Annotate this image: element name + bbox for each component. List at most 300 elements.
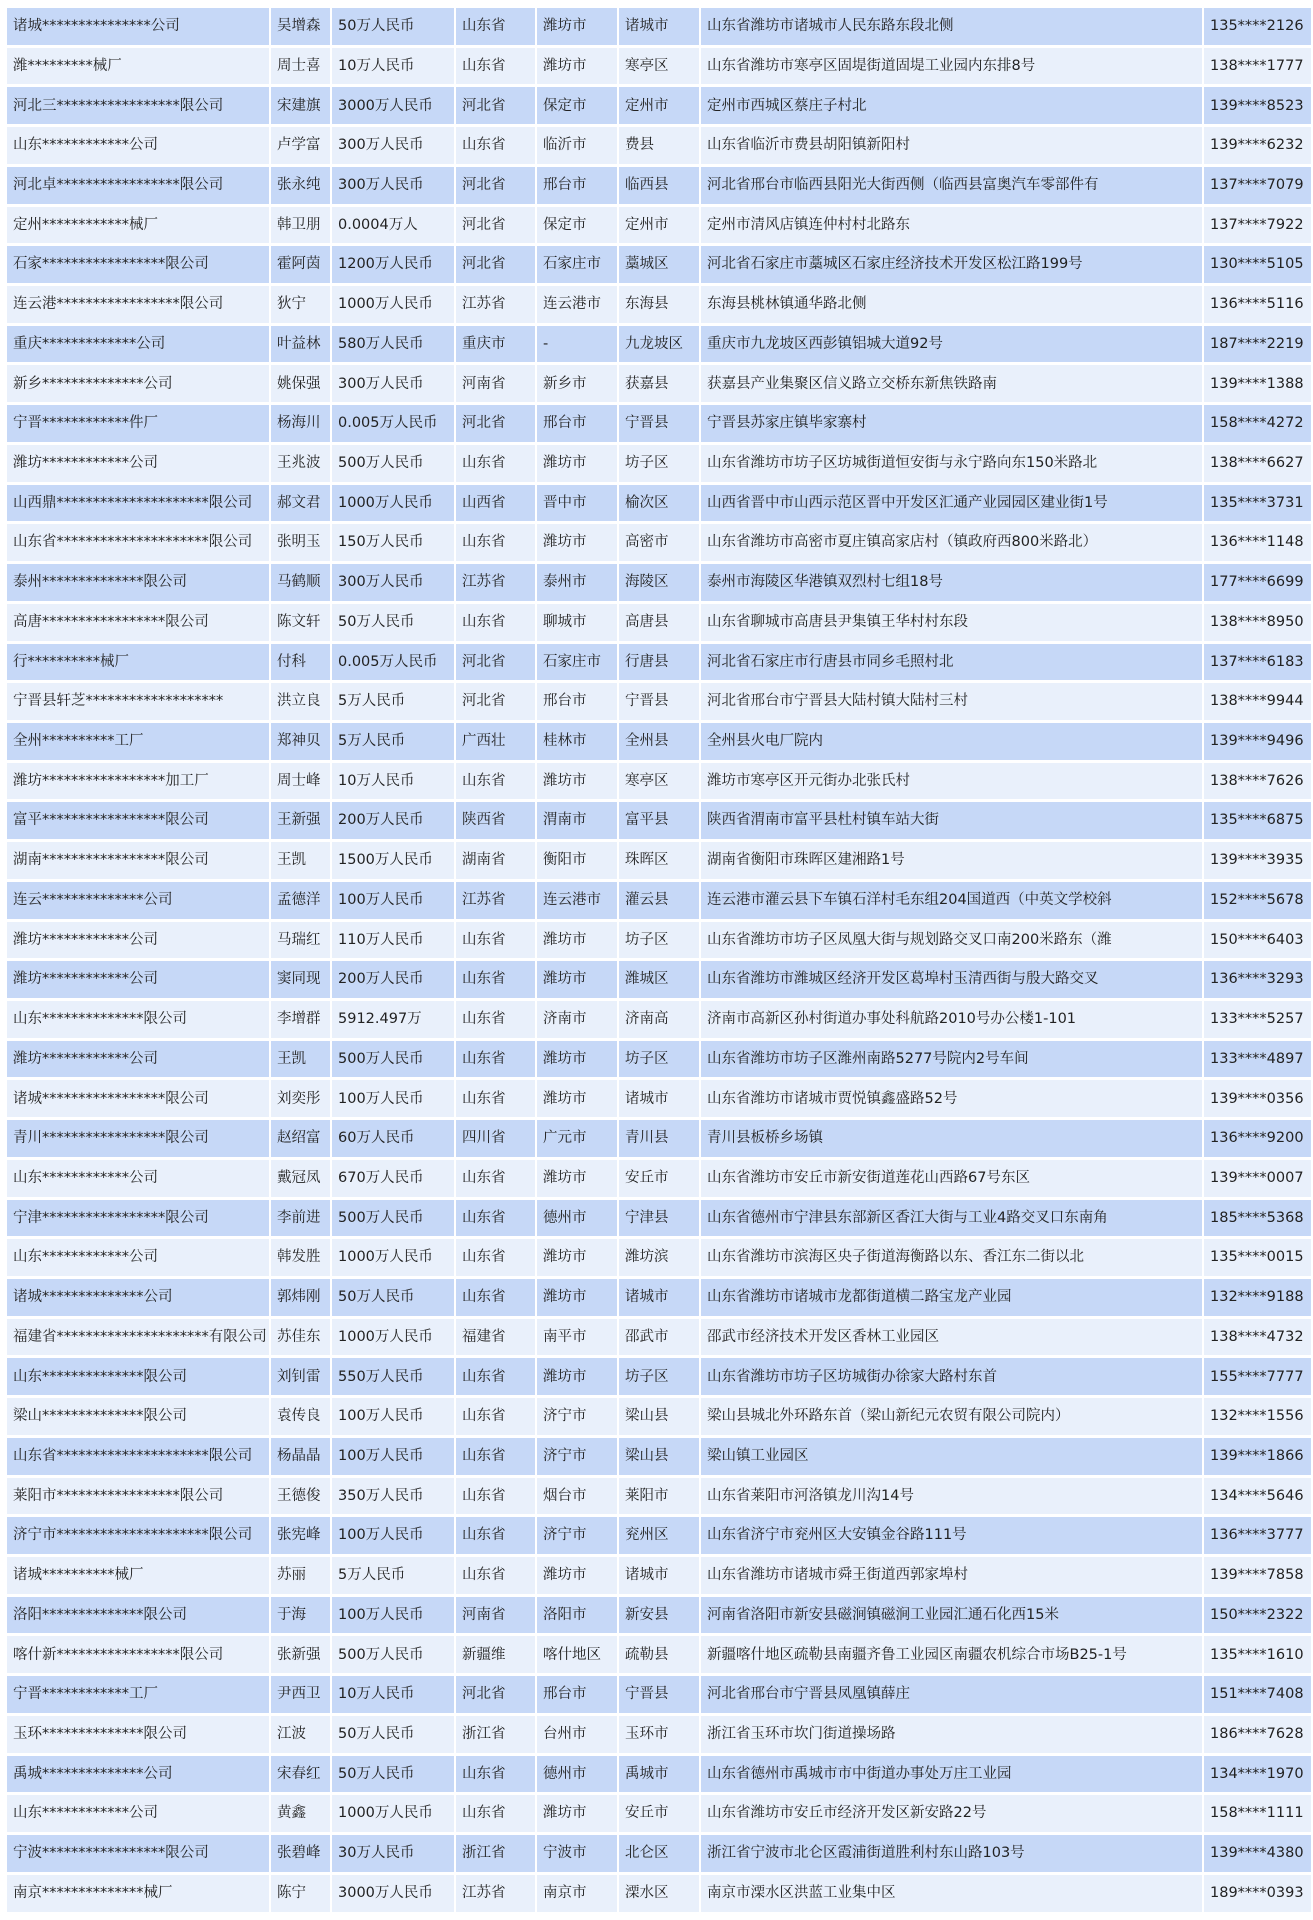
- cell-phone: 139****7858: [1204, 1557, 1311, 1594]
- cell-city: 潍坊市: [537, 1239, 617, 1276]
- table-row: [7, 763, 1311, 800]
- cell-address: 河北省邢台市宁晋县大陆村镇大陆村三村: [701, 683, 1202, 720]
- cell-province: 山东省: [456, 1398, 535, 1435]
- cell-company: 山东************公司: [7, 127, 269, 164]
- cell-city: 广元市: [537, 1120, 617, 1157]
- cell-person: 苏佳东: [271, 1319, 330, 1356]
- cell-capital: 100万人民币: [332, 1398, 454, 1435]
- cell-company: 诸城**************公司: [7, 1279, 269, 1316]
- cell-province: 湖南省: [456, 842, 535, 879]
- cell-district: 宁津县: [619, 1200, 699, 1237]
- cell-district: 诸城市: [619, 1080, 699, 1117]
- table-row: [7, 564, 1311, 601]
- cell-phone: 137****6183: [1204, 644, 1311, 681]
- cell-city: 石家庄市: [537, 246, 617, 283]
- cell-capital: 1000万人民币: [332, 1239, 454, 1276]
- cell-province: 江苏省: [456, 564, 535, 601]
- cell-province: 江苏省: [456, 882, 535, 919]
- cell-phone: 138****4732: [1204, 1319, 1311, 1356]
- cell-district: 溧水区: [619, 1875, 699, 1912]
- cell-person: 黄鑫: [271, 1795, 330, 1832]
- table-row: [7, 1041, 1311, 1078]
- cell-company: 河北三*****************限公司: [7, 87, 269, 124]
- cell-person: 刘奕彤: [271, 1080, 330, 1117]
- cell-capital: 1500万人民币: [332, 842, 454, 879]
- cell-city: 潍坊市: [537, 445, 617, 482]
- cell-company: 山东************公司: [7, 1239, 269, 1276]
- cell-company: 潍坊*****************加工厂: [7, 763, 269, 800]
- cell-province: 广西壮: [456, 723, 535, 760]
- cell-province: 浙江省: [456, 1716, 535, 1753]
- table-row: [7, 365, 1311, 402]
- cell-city: 保定市: [537, 87, 617, 124]
- table-row: [7, 683, 1311, 720]
- cell-province: 山东省: [456, 1239, 535, 1276]
- table-row: [7, 1200, 1311, 1237]
- cell-city: 晋中市: [537, 485, 617, 522]
- cell-district: 珠晖区: [619, 842, 699, 879]
- cell-person: 王新强: [271, 802, 330, 839]
- cell-address: 山东省潍坊市诸城市人民东路东段北侧: [701, 8, 1202, 45]
- cell-company: 福建省*********************有限公司: [7, 1319, 269, 1356]
- cell-phone: 139****4380: [1204, 1835, 1311, 1872]
- cell-city: 南京市: [537, 1875, 617, 1912]
- cell-capital: 200万人民币: [332, 961, 454, 998]
- cell-city: 保定市: [537, 207, 617, 244]
- cell-district: 榆次区: [619, 485, 699, 522]
- cell-person: 张碧峰: [271, 1835, 330, 1872]
- cell-capital: 100万人民币: [332, 1080, 454, 1117]
- cell-address: 山东省临沂市费县胡阳镇新阳村: [701, 127, 1202, 164]
- cell-district: 富平县: [619, 802, 699, 839]
- cell-company: 连云**************公司: [7, 882, 269, 919]
- cell-person: 马瑞红: [271, 922, 330, 959]
- cell-address: 山东省潍坊市诸城市舜王街道西郭家埠村: [701, 1557, 1202, 1594]
- cell-province: 山东省: [456, 1478, 535, 1515]
- cell-company: 梁山**************限公司: [7, 1398, 269, 1435]
- cell-district: 北仑区: [619, 1835, 699, 1872]
- cell-city: 德州市: [537, 1200, 617, 1237]
- cell-phone: 139****0007: [1204, 1160, 1311, 1197]
- cell-province: 山东省: [456, 48, 535, 85]
- cell-address: 山东省潍坊市诸城市贾悦镇鑫盛路52号: [701, 1080, 1202, 1117]
- table-row: [7, 1120, 1311, 1157]
- table-row: [7, 1597, 1311, 1634]
- cell-province: 四川省: [456, 1120, 535, 1157]
- cell-phone: 151****7408: [1204, 1676, 1311, 1713]
- cell-address: 浙江省玉环市坎门街道操场路: [701, 1716, 1202, 1753]
- cell-phone: 138****9944: [1204, 683, 1311, 720]
- cell-person: 张明玉: [271, 524, 330, 561]
- cell-person: 张新强: [271, 1636, 330, 1673]
- cell-address: 湖南省衡阳市珠晖区建湘路1号: [701, 842, 1202, 879]
- cell-province: 山东省: [456, 1557, 535, 1594]
- cell-address: 新疆喀什地区疏勒县南疆齐鲁工业园区南疆农机综合市场B25-1号: [701, 1636, 1202, 1673]
- cell-company: 南京**************械厂: [7, 1875, 269, 1912]
- company-table: [5, 5, 1313, 1915]
- cell-address: 河北省邢台市临西县阳光大街西侧（临西县富奥汽车零部件有: [701, 167, 1202, 204]
- table-row: [7, 48, 1311, 85]
- cell-capital: 500万人民币: [332, 445, 454, 482]
- table-row: [7, 1636, 1311, 1673]
- cell-person: 杨晶晶: [271, 1438, 330, 1475]
- cell-district: 潍城区: [619, 961, 699, 998]
- cell-phone: 138****1777: [1204, 48, 1311, 85]
- cell-phone: 186****7628: [1204, 1716, 1311, 1753]
- cell-company: 山东**************限公司: [7, 1358, 269, 1395]
- cell-company: 重庆*************公司: [7, 326, 269, 363]
- cell-city: 济南市: [537, 1001, 617, 1038]
- cell-person: 郝文君: [271, 485, 330, 522]
- cell-company: 诸城**********械厂: [7, 1557, 269, 1594]
- cell-person: 宋春红: [271, 1756, 330, 1793]
- cell-company: 宁晋县轩芝*******************: [7, 683, 269, 720]
- table-row: [7, 405, 1311, 442]
- cell-district: 坊子区: [619, 1358, 699, 1395]
- cell-phone: 138****8950: [1204, 604, 1311, 641]
- cell-district: 宁晋县: [619, 405, 699, 442]
- cell-city: 喀什地区: [537, 1636, 617, 1673]
- cell-company: 高唐*****************限公司: [7, 604, 269, 641]
- cell-person: 吴增森: [271, 8, 330, 45]
- cell-city: 潍坊市: [537, 1080, 617, 1117]
- cell-company: 山东************公司: [7, 1795, 269, 1832]
- cell-phone: 138****7626: [1204, 763, 1311, 800]
- cell-province: 河北省: [456, 246, 535, 283]
- cell-city: 邢台市: [537, 1676, 617, 1713]
- cell-capital: 150万人民币: [332, 524, 454, 561]
- cell-phone: 152****5678: [1204, 882, 1311, 919]
- table-row: [7, 1517, 1311, 1554]
- cell-company: 行**********械厂: [7, 644, 269, 681]
- cell-phone: 136****1148: [1204, 524, 1311, 561]
- cell-capital: 580万人民币: [332, 326, 454, 363]
- cell-district: 坊子区: [619, 1041, 699, 1078]
- cell-province: 山东省: [456, 1795, 535, 1832]
- cell-capital: 100万人民币: [332, 882, 454, 919]
- cell-city: 潍坊市: [537, 961, 617, 998]
- cell-address: 青川县板桥乡场镇: [701, 1120, 1202, 1157]
- cell-city: 潍坊市: [537, 524, 617, 561]
- cell-company: 泰州**************限公司: [7, 564, 269, 601]
- cell-person: 陈宁: [271, 1875, 330, 1912]
- cell-capital: 200万人民币: [332, 802, 454, 839]
- table-row: [7, 524, 1311, 561]
- cell-city: 济宁市: [537, 1438, 617, 1475]
- cell-address: 宁晋县苏家庄镇毕家寨村: [701, 405, 1202, 442]
- cell-phone: 137****7922: [1204, 207, 1311, 244]
- cell-phone: 139****1866: [1204, 1438, 1311, 1475]
- cell-province: 山东省: [456, 1001, 535, 1038]
- cell-city: 泰州市: [537, 564, 617, 601]
- cell-capital: 300万人民币: [332, 365, 454, 402]
- cell-person: 孟德洋: [271, 882, 330, 919]
- cell-city: 邢台市: [537, 167, 617, 204]
- cell-capital: 5912.497万: [332, 1001, 454, 1038]
- cell-person: 杨海川: [271, 405, 330, 442]
- cell-province: 河南省: [456, 1597, 535, 1634]
- cell-province: 山东省: [456, 1041, 535, 1078]
- table-row: [7, 842, 1311, 879]
- cell-person: 于海: [271, 1597, 330, 1634]
- cell-company: 莱阳市*****************限公司: [7, 1478, 269, 1515]
- table-row: [7, 1160, 1311, 1197]
- cell-capital: 350万人民币: [332, 1478, 454, 1515]
- cell-city: 桂林市: [537, 723, 617, 760]
- cell-district: 新安县: [619, 1597, 699, 1634]
- cell-district: 兖州区: [619, 1517, 699, 1554]
- table-row: [7, 445, 1311, 482]
- cell-province: 河北省: [456, 167, 535, 204]
- cell-district: 全州县: [619, 723, 699, 760]
- cell-address: 山东省潍坊市诸城市龙都街道横二路宝龙产业园: [701, 1279, 1202, 1316]
- cell-province: 山东省: [456, 1080, 535, 1117]
- cell-city: 潍坊市: [537, 8, 617, 45]
- cell-address: 邵武市经济技术开发区香林工业园区: [701, 1319, 1202, 1356]
- cell-province: 山东省: [456, 1200, 535, 1237]
- cell-address: 东海县桃林镇通华路北侧: [701, 286, 1202, 323]
- table-row: [7, 87, 1311, 124]
- cell-city: 烟台市: [537, 1478, 617, 1515]
- cell-city: 潍坊市: [537, 763, 617, 800]
- cell-person: 马鹤顺: [271, 564, 330, 601]
- table-row: [7, 1676, 1311, 1713]
- cell-person: 王兆波: [271, 445, 330, 482]
- cell-capital: 0.005万人民币: [332, 644, 454, 681]
- cell-phone: 136****3777: [1204, 1517, 1311, 1554]
- cell-province: 山东省: [456, 8, 535, 45]
- table-row: [7, 1478, 1311, 1515]
- cell-district: 安丘市: [619, 1795, 699, 1832]
- cell-address: 山东省潍坊市安丘市经济开发区新安路22号: [701, 1795, 1202, 1832]
- cell-capital: 550万人民币: [332, 1358, 454, 1395]
- cell-address: 山东省莱阳市河洛镇龙川沟14号: [701, 1478, 1202, 1515]
- table-row: [7, 723, 1311, 760]
- cell-district: 寒亭区: [619, 763, 699, 800]
- cell-capital: 500万人民币: [332, 1200, 454, 1237]
- table-row: [7, 1398, 1311, 1435]
- table-row: [7, 1080, 1311, 1117]
- cell-phone: 135****2126: [1204, 8, 1311, 45]
- cell-district: 海陵区: [619, 564, 699, 601]
- cell-address: 河北省石家庄市藁城区石家庄经济技术开发区松江路199号: [701, 246, 1202, 283]
- cell-city: 德州市: [537, 1756, 617, 1793]
- cell-company: 山西鼎*********************限公司: [7, 485, 269, 522]
- cell-phone: 189****0393: [1204, 1875, 1311, 1912]
- cell-company: 诸城***************公司: [7, 8, 269, 45]
- cell-capital: 10万人民币: [332, 1676, 454, 1713]
- cell-city: 潍坊市: [537, 1041, 617, 1078]
- cell-capital: 50万人民币: [332, 1756, 454, 1793]
- cell-city: 潍坊市: [537, 1358, 617, 1395]
- cell-city: -: [537, 326, 617, 363]
- table-row: [7, 1239, 1311, 1276]
- cell-capital: 1000万人民币: [332, 1795, 454, 1832]
- cell-district: 费县: [619, 127, 699, 164]
- cell-person: 郑神贝: [271, 723, 330, 760]
- cell-capital: 5万人民币: [332, 723, 454, 760]
- cell-address: 陕西省渭南市富平县杜村镇车站大街: [701, 802, 1202, 839]
- cell-person: 宋建旗: [271, 87, 330, 124]
- cell-person: 袁传良: [271, 1398, 330, 1435]
- cell-address: 河北省石家庄市行唐县市同乡毛照村北: [701, 644, 1202, 681]
- table-row: [7, 1279, 1311, 1316]
- cell-district: 获嘉县: [619, 365, 699, 402]
- cell-person: 苏丽: [271, 1557, 330, 1594]
- cell-address: 泰州市海陵区华港镇双烈村七组18号: [701, 564, 1202, 601]
- table-row: [7, 1795, 1311, 1832]
- cell-address: 山东省潍坊市坊子区坊城街办徐家大路村东首: [701, 1358, 1202, 1395]
- cell-capital: 300万人民币: [332, 564, 454, 601]
- cell-person: 郭炜刚: [271, 1279, 330, 1316]
- cell-district: 玉环市: [619, 1716, 699, 1753]
- table-body: [7, 8, 1311, 1912]
- table-row: [7, 1319, 1311, 1356]
- cell-address: 南京市溧水区洪蓝工业集中区: [701, 1875, 1202, 1912]
- cell-company: 宁波*****************限公司: [7, 1835, 269, 1872]
- cell-person: 尹西卫: [271, 1676, 330, 1713]
- cell-province: 山东省: [456, 524, 535, 561]
- cell-person: 张永纯: [271, 167, 330, 204]
- cell-province: 山东省: [456, 763, 535, 800]
- cell-capital: 5万人民币: [332, 1557, 454, 1594]
- table-row: [7, 326, 1311, 363]
- cell-city: 连云港市: [537, 286, 617, 323]
- cell-person: 卢学富: [271, 127, 330, 164]
- cell-capital: 3000万人民币: [332, 87, 454, 124]
- cell-district: 济南高: [619, 1001, 699, 1038]
- cell-address: 山西省晋中市山西示范区晋中开发区汇通产业园园区建业街1号: [701, 485, 1202, 522]
- cell-address: 重庆市九龙坡区西彭镇铝城大道92号: [701, 326, 1202, 363]
- table-row: [7, 802, 1311, 839]
- cell-capital: 5万人民币: [332, 683, 454, 720]
- cell-province: 陕西省: [456, 802, 535, 839]
- cell-city: 渭南市: [537, 802, 617, 839]
- table-row: [7, 882, 1311, 919]
- cell-capital: 670万人民币: [332, 1160, 454, 1197]
- cell-district: 寒亭区: [619, 48, 699, 85]
- cell-company: 喀什新*****************限公司: [7, 1636, 269, 1673]
- cell-person: 赵绍富: [271, 1120, 330, 1157]
- cell-address: 潍坊市寒亭区开元街办北张氏村: [701, 763, 1202, 800]
- cell-capital: 60万人民币: [332, 1120, 454, 1157]
- cell-city: 临沂市: [537, 127, 617, 164]
- cell-district: 行唐县: [619, 644, 699, 681]
- cell-address: 山东省德州市宁津县东部新区香江大街与工业4路交叉口东南角: [701, 1200, 1202, 1237]
- cell-phone: 135****3731: [1204, 485, 1311, 522]
- cell-city: 连云港市: [537, 882, 617, 919]
- cell-phone: 150****2322: [1204, 1597, 1311, 1634]
- cell-person: 刘钊雷: [271, 1358, 330, 1395]
- cell-province: 山东省: [456, 922, 535, 959]
- cell-phone: 155****7777: [1204, 1358, 1311, 1395]
- cell-phone: 150****6403: [1204, 922, 1311, 959]
- cell-capital: 110万人民币: [332, 922, 454, 959]
- cell-phone: 138****6627: [1204, 445, 1311, 482]
- cell-address: 山东省潍坊市安丘市新安街道莲花山西路67号东区: [701, 1160, 1202, 1197]
- cell-phone: 139****6232: [1204, 127, 1311, 164]
- cell-province: 山东省: [456, 1438, 535, 1475]
- cell-city: 济宁市: [537, 1517, 617, 1554]
- cell-capital: 500万人民币: [332, 1636, 454, 1673]
- cell-district: 安丘市: [619, 1160, 699, 1197]
- cell-province: 山东省: [456, 445, 535, 482]
- cell-phone: 134****5646: [1204, 1478, 1311, 1515]
- cell-capital: 100万人民币: [332, 1597, 454, 1634]
- cell-phone: 135****1610: [1204, 1636, 1311, 1673]
- cell-district: 梁山县: [619, 1398, 699, 1435]
- cell-address: 河北省邢台市宁晋县凤凰镇薛庄: [701, 1676, 1202, 1713]
- cell-person: 窦同现: [271, 961, 330, 998]
- cell-person: 韩卫朋: [271, 207, 330, 244]
- cell-address: 山东省潍坊市坊子区潍州南路5277号院内2号车间: [701, 1041, 1202, 1078]
- cell-person: 姚保强: [271, 365, 330, 402]
- cell-capital: 0.005万人民币: [332, 405, 454, 442]
- cell-phone: 137****7079: [1204, 167, 1311, 204]
- cell-address: 浙江省宁波市北仑区霞浦街道胜利村东山路103号: [701, 1835, 1202, 1872]
- cell-city: 潍坊市: [537, 1795, 617, 1832]
- cell-province: 浙江省: [456, 1835, 535, 1872]
- cell-province: 山东省: [456, 1517, 535, 1554]
- cell-address: 获嘉县产业集聚区信义路立交桥东新焦铁路南: [701, 365, 1202, 402]
- cell-phone: 136****9200: [1204, 1120, 1311, 1157]
- cell-district: 梁山县: [619, 1438, 699, 1475]
- cell-phone: 130****5105: [1204, 246, 1311, 283]
- table-row: [7, 1001, 1311, 1038]
- cell-phone: 139****8523: [1204, 87, 1311, 124]
- cell-province: 重庆市: [456, 326, 535, 363]
- cell-city: 潍坊市: [537, 1557, 617, 1594]
- cell-city: 潍坊市: [537, 922, 617, 959]
- cell-address: 山东省济宁市兖州区大安镇金谷路111号: [701, 1517, 1202, 1554]
- cell-company: 河北卓*****************限公司: [7, 167, 269, 204]
- cell-company: 潍坊************公司: [7, 922, 269, 959]
- cell-person: 陈文轩: [271, 604, 330, 641]
- cell-address: 山东省潍坊市滨海区央子街道海衡路以东、香江东二街以北: [701, 1239, 1202, 1276]
- cell-province: 河北省: [456, 87, 535, 124]
- cell-capital: 50万人民币: [332, 8, 454, 45]
- cell-company: 洛阳**************限公司: [7, 1597, 269, 1634]
- cell-district: 诸城市: [619, 8, 699, 45]
- cell-company: 宁晋************工厂: [7, 1676, 269, 1713]
- cell-city: 新乡市: [537, 365, 617, 402]
- cell-capital: 50万人民币: [332, 1279, 454, 1316]
- cell-address: 梁山县城北外环路东首（梁山新纪元农贸有限公司院内）: [701, 1398, 1202, 1435]
- cell-city: 潍坊市: [537, 1160, 617, 1197]
- cell-city: 台州市: [537, 1716, 617, 1753]
- cell-phone: 185****5368: [1204, 1200, 1311, 1237]
- cell-company: 山东省*********************限公司: [7, 524, 269, 561]
- cell-capital: 50万人民币: [332, 1716, 454, 1753]
- cell-person: 韩发胜: [271, 1239, 330, 1276]
- cell-district: 九龙坡区: [619, 326, 699, 363]
- cell-city: 聊城市: [537, 604, 617, 641]
- cell-phone: 132****9188: [1204, 1279, 1311, 1316]
- cell-phone: 139****1388: [1204, 365, 1311, 402]
- cell-district: 禹城市: [619, 1756, 699, 1793]
- cell-phone: 134****1970: [1204, 1756, 1311, 1793]
- cell-province: 河北省: [456, 1676, 535, 1713]
- cell-phone: 135****6875: [1204, 802, 1311, 839]
- cell-province: 河北省: [456, 207, 535, 244]
- cell-district: 坊子区: [619, 445, 699, 482]
- cell-person: 李前进: [271, 1200, 330, 1237]
- table-row: [7, 644, 1311, 681]
- cell-company: 全州**********工厂: [7, 723, 269, 760]
- cell-phone: 136****3293: [1204, 961, 1311, 998]
- cell-district: 高密市: [619, 524, 699, 561]
- table-row: [7, 167, 1311, 204]
